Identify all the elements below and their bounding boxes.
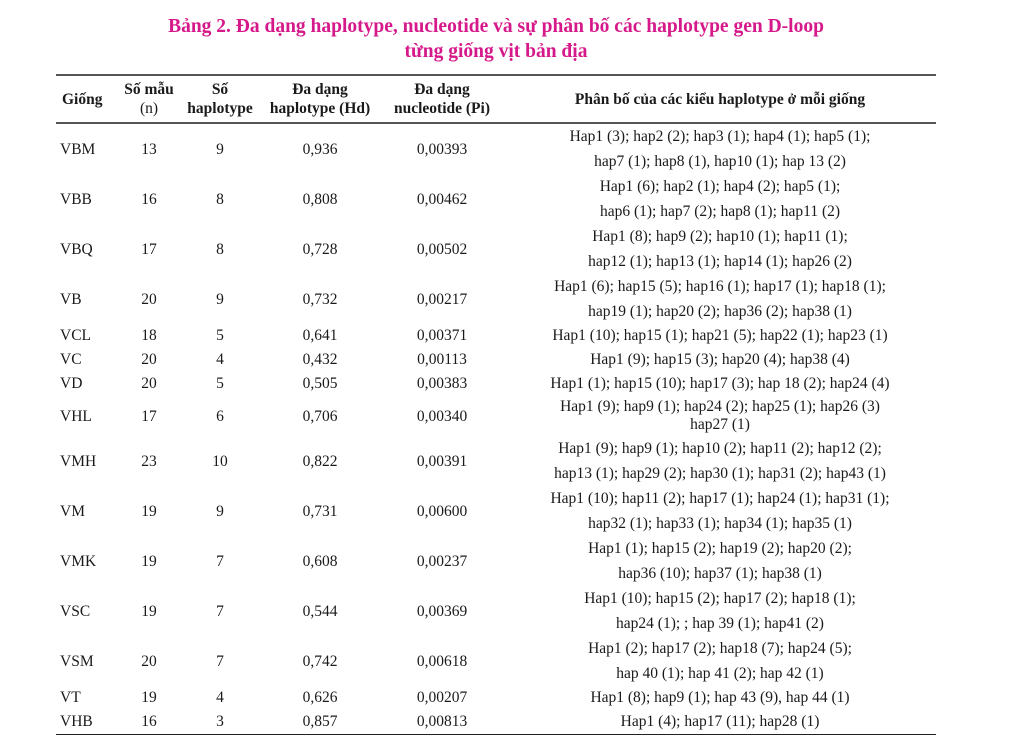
cell-pi: 0,00393: [416, 140, 468, 158]
cell-distribution: Hap1 (1); hap15 (2); hap19 (2); hap20 (2); hap36 (10); hap37 (1); hap38 (1): [588, 540, 852, 582]
cell-pi: 0,00207: [416, 689, 468, 706]
cell-distribution: Hap1 (9); hap15 (3); hap20 (4); hap38 (4): [590, 351, 850, 368]
cell-samples: 19: [141, 552, 157, 570]
cell-hd: 0,432: [302, 351, 338, 368]
cell-pi: 0,00340: [416, 407, 468, 425]
cell-pi: 0,00813: [416, 713, 468, 730]
cell-breed: VD: [60, 375, 83, 392]
cell-hd: 0,808: [302, 190, 338, 208]
haplotype-table-container: [56, 74, 936, 735]
cell-hd: 0,641: [302, 327, 338, 344]
table-row: [56, 348, 936, 372]
table-row: [56, 636, 936, 686]
cell-haplotypes: 9: [216, 290, 224, 308]
cell-breed: VSC: [60, 602, 91, 620]
table-row: [56, 486, 936, 536]
cell-breed: VT: [60, 689, 81, 706]
cell-distribution: Hap1 (10); hap15 (1); hap21 (5); hap22 (1); hap23 (1): [552, 327, 888, 344]
table-row: [56, 396, 936, 436]
cell-haplotypes: 7: [216, 552, 224, 570]
table-row: [56, 174, 936, 224]
cell-breed: VCL: [60, 327, 91, 344]
cell-pi: 0,00462: [416, 190, 468, 208]
cell-samples: 20: [141, 351, 157, 368]
cell-breed: VM: [60, 502, 85, 520]
cell-samples: 20: [141, 375, 157, 392]
cell-haplotypes: 8: [216, 190, 224, 208]
cell-distribution: Hap1 (9); hap9 (1); hap10 (2); hap11 (2); hap12 (2); hap13 (1); hap29 (2); hap30 (1); hap31 (2); hap43 (1): [554, 440, 886, 482]
header-samples: Số mẫu (n): [124, 81, 174, 117]
cell-hd: 0,742: [302, 652, 338, 670]
cell-hd: 0,706: [302, 407, 338, 425]
cell-distribution: Hap1 (8); hap9 (2); hap10 (1); hap11 (1); hap12 (1); hap13 (1); hap14 (1); hap26 (2): [588, 228, 852, 270]
header-pi: Đa dạng nucleotide (Pi): [394, 81, 490, 117]
cell-breed: VMH: [60, 452, 97, 470]
cell-samples: 23: [141, 452, 157, 470]
cell-haplotypes: 3: [216, 713, 224, 730]
cell-breed: VBM: [60, 140, 96, 158]
caption-line-1: Bảng 2. Đa dạng haplotype, nucleotide và sự phân bố các haplotype gen D-loop: [168, 16, 824, 37]
cell-samples: 18: [141, 327, 157, 344]
cell-breed: VBQ: [60, 240, 93, 258]
cell-breed: VHL: [60, 407, 92, 425]
cell-pi: 0,00502: [416, 240, 468, 258]
cell-pi: 0,00600: [416, 502, 468, 520]
cell-samples: 17: [141, 407, 157, 425]
table-row: [56, 536, 936, 586]
cell-samples: 16: [141, 713, 157, 730]
cell-haplotypes: 9: [216, 502, 224, 520]
header-row: [56, 75, 936, 123]
cell-hd: 0,822: [302, 452, 338, 470]
header-distribution: Phân bố của các kiểu haplotype ở mỗi giống: [574, 90, 866, 108]
table-row: [56, 123, 936, 174]
cell-distribution: Hap1 (8); hap9 (1); hap 43 (9), hap 44 (1): [590, 689, 850, 706]
cell-pi: 0,00618: [416, 652, 468, 670]
cell-hd: 0,731: [302, 502, 338, 520]
cell-hd: 0,728: [302, 240, 338, 258]
cell-haplotypes: 8: [216, 240, 224, 258]
table-row: [56, 372, 936, 396]
cell-breed: VSM: [60, 652, 94, 670]
table-row: [56, 436, 936, 486]
cell-hd: 0,857: [302, 713, 338, 730]
cell-distribution: Hap1 (6); hap2 (1); hap4 (2); hap5 (1); hap6 (1); hap7 (2); hap8 (1); hap11 (2): [599, 178, 841, 220]
table-row: [56, 710, 936, 735]
cell-haplotypes: 10: [212, 452, 228, 470]
cell-haplotypes: 7: [216, 602, 224, 620]
cell-haplotypes: 9: [216, 140, 224, 158]
cell-pi: 0,00113: [417, 351, 467, 368]
cell-samples: 13: [141, 140, 157, 158]
cell-distribution: Hap1 (6); hap15 (5); hap16 (1); hap17 (1); hap18 (1); hap19 (1); hap20 (2); hap36 (2); hap38 (1): [554, 278, 886, 320]
cell-pi: 0,00391: [416, 452, 468, 470]
cell-haplotypes: 5: [216, 327, 224, 344]
table-row: [56, 324, 936, 348]
cell-breed: VHB: [60, 713, 93, 730]
cell-pi: 0,00369: [416, 602, 468, 620]
cell-distribution: Hap1 (3); hap2 (2); hap3 (1); hap4 (1); hap5 (1); hap7 (1); hap8 (1), hap10 (1); hap 13 (2): [569, 128, 871, 170]
cell-hd: 0,936: [302, 140, 338, 158]
cell-haplotypes: 6: [216, 407, 224, 425]
cell-hd: 0,544: [302, 602, 338, 620]
cell-distribution: Hap1 (4); hap17 (11); hap28 (1): [620, 713, 820, 730]
table-row: [56, 224, 936, 274]
cell-samples: 20: [141, 652, 157, 670]
table-caption: [0, 14, 992, 64]
cell-distribution: Hap1 (9); hap9 (1); hap24 (2); hap25 (1); hap26 (3) hap27 (1): [560, 398, 880, 433]
cell-samples: 17: [141, 240, 157, 258]
header-haplotypes: Số haplotype: [187, 81, 253, 117]
cell-breed: VBB: [60, 190, 92, 208]
cell-samples: 20: [141, 290, 157, 308]
cell-haplotypes: 4: [216, 351, 224, 368]
cell-distribution: Hap1 (2); hap17 (2); hap18 (7); hap24 (5); hap 40 (1); hap 41 (2); hap 42 (1): [588, 640, 852, 682]
caption-line-2: từng giống vịt bản địa: [404, 41, 588, 62]
cell-distribution: Hap1 (10); hap11 (2); hap17 (1); hap24 (1); hap31 (1); hap32 (1); hap33 (1); hap34 (1); hap35 (1): [550, 490, 890, 532]
haplotype-diversity-table: [56, 74, 936, 735]
header-breed: Giống: [62, 90, 103, 108]
cell-distribution: Hap1 (10); hap15 (2); hap17 (2); hap18 (1); hap24 (1); ; hap 39 (1); hap41 (2): [584, 590, 856, 632]
cell-breed: VB: [60, 290, 82, 308]
cell-breed: VMK: [60, 552, 97, 570]
cell-hd: 0,626: [302, 689, 338, 706]
table-row: [56, 686, 936, 710]
cell-hd: 0,732: [302, 290, 338, 308]
cell-pi: 0,00237: [416, 552, 468, 570]
cell-haplotypes: 4: [216, 689, 224, 706]
cell-samples: 19: [141, 602, 157, 620]
cell-haplotypes: 7: [216, 652, 224, 670]
cell-samples: 19: [141, 502, 157, 520]
cell-breed: VC: [60, 351, 82, 368]
table-row: [56, 586, 936, 636]
cell-hd: 0,608: [302, 552, 338, 570]
cell-haplotypes: 5: [216, 375, 224, 392]
cell-pi: 0,00217: [416, 290, 468, 308]
cell-distribution: Hap1 (1); hap15 (10); hap17 (3); hap 18 (2); hap24 (4): [550, 375, 890, 392]
header-hd: Đa dạng haplotype (Hd): [269, 81, 371, 117]
cell-pi: 0,00371: [416, 327, 468, 344]
cell-samples: 16: [141, 190, 157, 208]
cell-samples: 19: [141, 689, 157, 706]
cell-hd: 0,505: [302, 375, 338, 392]
cell-pi: 0,00383: [416, 375, 468, 392]
table-row: [56, 274, 936, 324]
